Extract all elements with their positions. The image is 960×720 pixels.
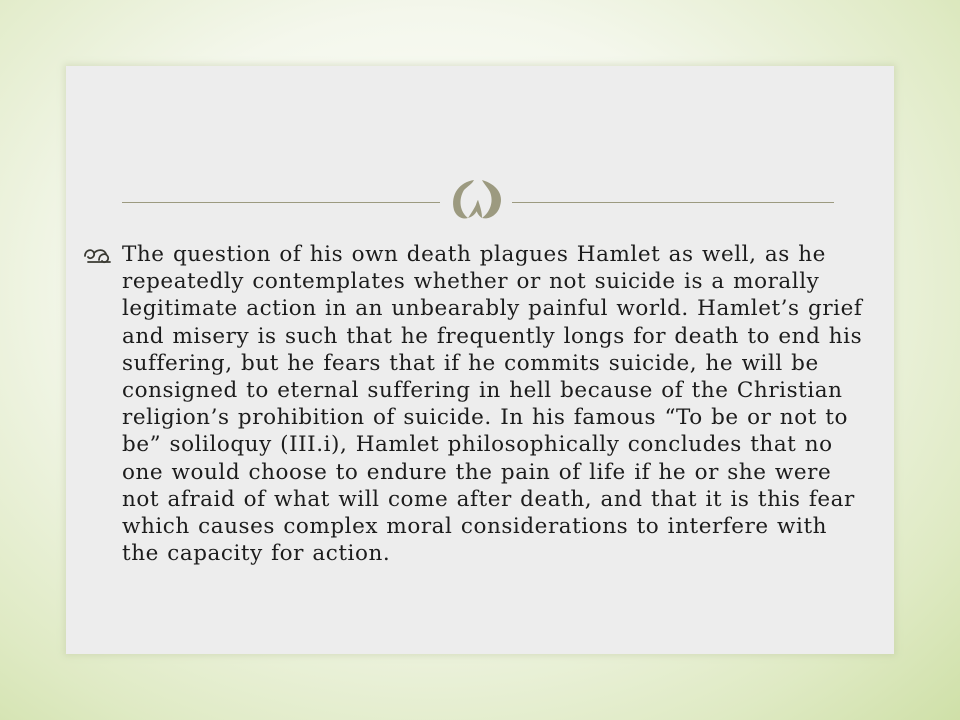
curl-bullet-icon bbox=[82, 245, 114, 265]
bullet-text: The question of his own death plagues Hamlet as well, as he repeatedly contemplates whether or not suicide is a morally legitimate action in an unbearably painful world. Hamlet’s grief and misery is such that he frequently longs for death to end his suffering, but he fears that if he commits suicide, he will be consigned to eternal suffering in hell because of the Christian religion’s prohibition of suicide. In his famous “To be or not to be” soliloquy (III.i), Hamlet philosophically concludes that no one would choose to endure the pain of life if he or she were not afraid of what will come after death, and that it is this fear which causes complex moral considerations to interfere with the capacity for action. bbox=[122, 242, 863, 567]
title-divider-left bbox=[122, 202, 440, 203]
bullet-item bbox=[82, 241, 872, 567]
leaf-ornament-icon bbox=[446, 176, 508, 224]
title-divider-right bbox=[512, 202, 834, 203]
